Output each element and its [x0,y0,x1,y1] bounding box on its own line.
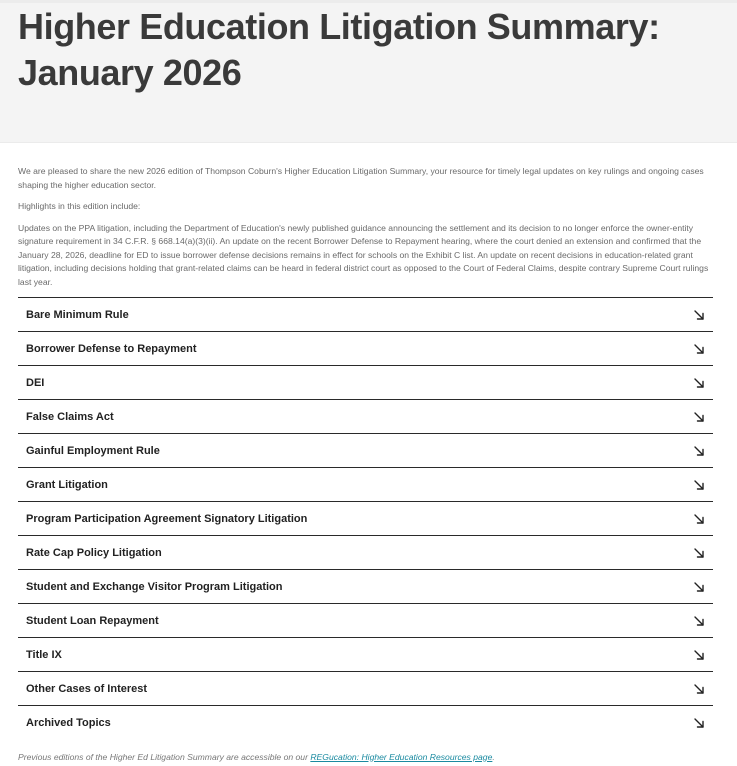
accordion-item-label: Borrower Defense to Repayment [26,343,197,355]
accordion-item-borrower-defense-to-repayment[interactable] [18,332,713,366]
accordion-item-label: DEI [26,377,45,389]
arrow-down-right-icon[interactable] [693,343,705,355]
arrow-down-right-icon[interactable] [693,581,705,593]
page-title: Higher Education Litigation Summary: January 2026 [18,6,660,93]
arrow-down-right-icon[interactable] [693,309,705,321]
accordion-item-dei[interactable] [18,366,713,400]
arrow-down-right-icon[interactable] [693,479,705,491]
accordion-item-label: Student Loan Repayment [26,615,159,627]
accordion-item-student-loan-repayment[interactable] [18,604,713,638]
topics-accordion [18,297,713,739]
accordion-item-label: Grant Litigation [26,479,108,491]
accordion-item-label: Rate Cap Policy Litigation [26,547,162,559]
accordion-item-other-cases-of-interest[interactable] [18,672,713,706]
arrow-down-right-icon[interactable] [693,649,705,661]
accordion-item-rate-cap-policy-litigation[interactable] [18,536,713,570]
accordion-item-gainful-employment-rule[interactable] [18,434,713,468]
footer-text: Previous editions of the Higher Ed Litigation Summary are accessible on our [18,751,311,762]
footer-note [18,751,718,763]
arrow-down-right-icon[interactable] [693,615,705,627]
accordion-item-label: Title IX [26,649,62,661]
accordion-item-label: False Claims Act [26,411,114,423]
accordion-item-title-ix[interactable] [18,638,713,672]
arrow-down-right-icon[interactable] [693,445,705,457]
accordion-item-student-and-exchange-visitor-program-litigation[interactable] [18,570,713,604]
arrow-down-right-icon[interactable] [693,547,705,559]
arrow-down-right-icon[interactable] [693,411,705,423]
footer-text-end: . [492,751,495,762]
accordion-item-bare-minimum-rule[interactable] [18,298,713,332]
arrow-down-right-icon[interactable] [693,513,705,525]
highlights-heading: Highlights in this edition include: [18,201,141,211]
page-header [0,3,737,143]
resources-page-link[interactable]: REGucation: Higher Education Resources page [310,751,493,762]
accordion-item-grant-litigation[interactable] [18,468,713,502]
intro-section [18,165,713,290]
accordion-item-label: Bare Minimum Rule [26,309,129,321]
arrow-down-right-icon[interactable] [693,377,705,389]
highlights-paragraph: Updates on the PPA litigation, including the Department of Education's newly published guidance announcing the settlement and its decision to no longer enforce the owner-entity signature requirement in 34 C.F.R. § 668.14(a)(3)(ii). An update on the recent Borrower Defense to Repayment hearing, where the court denied an extension and confirmed that the January 28, 2026, deadline for ED to issue borrower defense decisions remains in effect for schools on the Exhibit C list. An update on recent decisions in education-related grant litigation, including decisions holding that grant-related claims can be heard in federal district court as opposed to the Court of Federal Claims, despite contrary Supreme Court rulings last year. [18,222,709,287]
accordion-item-label: Archived Topics [26,717,111,729]
accordion-item-label: Gainful Employment Rule [26,445,160,457]
accordion-item-program-participation-agreement-signatory-litigation[interactable] [18,502,713,536]
accordion-item-label: Student and Exchange Visitor Program Litigation [26,581,283,593]
accordion-item-label: Other Cases of Interest [26,683,148,695]
accordion-item-label: Program Participation Agreement Signatory Litigation [26,513,308,525]
accordion-item-false-claims-act[interactable] [18,400,713,434]
intro-paragraph: We are pleased to share the new 2026 edition of Thompson Coburn's Higher Education Litigation Summary, your resource for timely legal updates on key rulings and ongoing cases shaping the higher education sector. [18,166,704,190]
accordion-item-archived-topics[interactable] [18,706,713,739]
arrow-down-right-icon[interactable] [693,683,705,695]
arrow-down-right-icon[interactable] [693,717,705,729]
